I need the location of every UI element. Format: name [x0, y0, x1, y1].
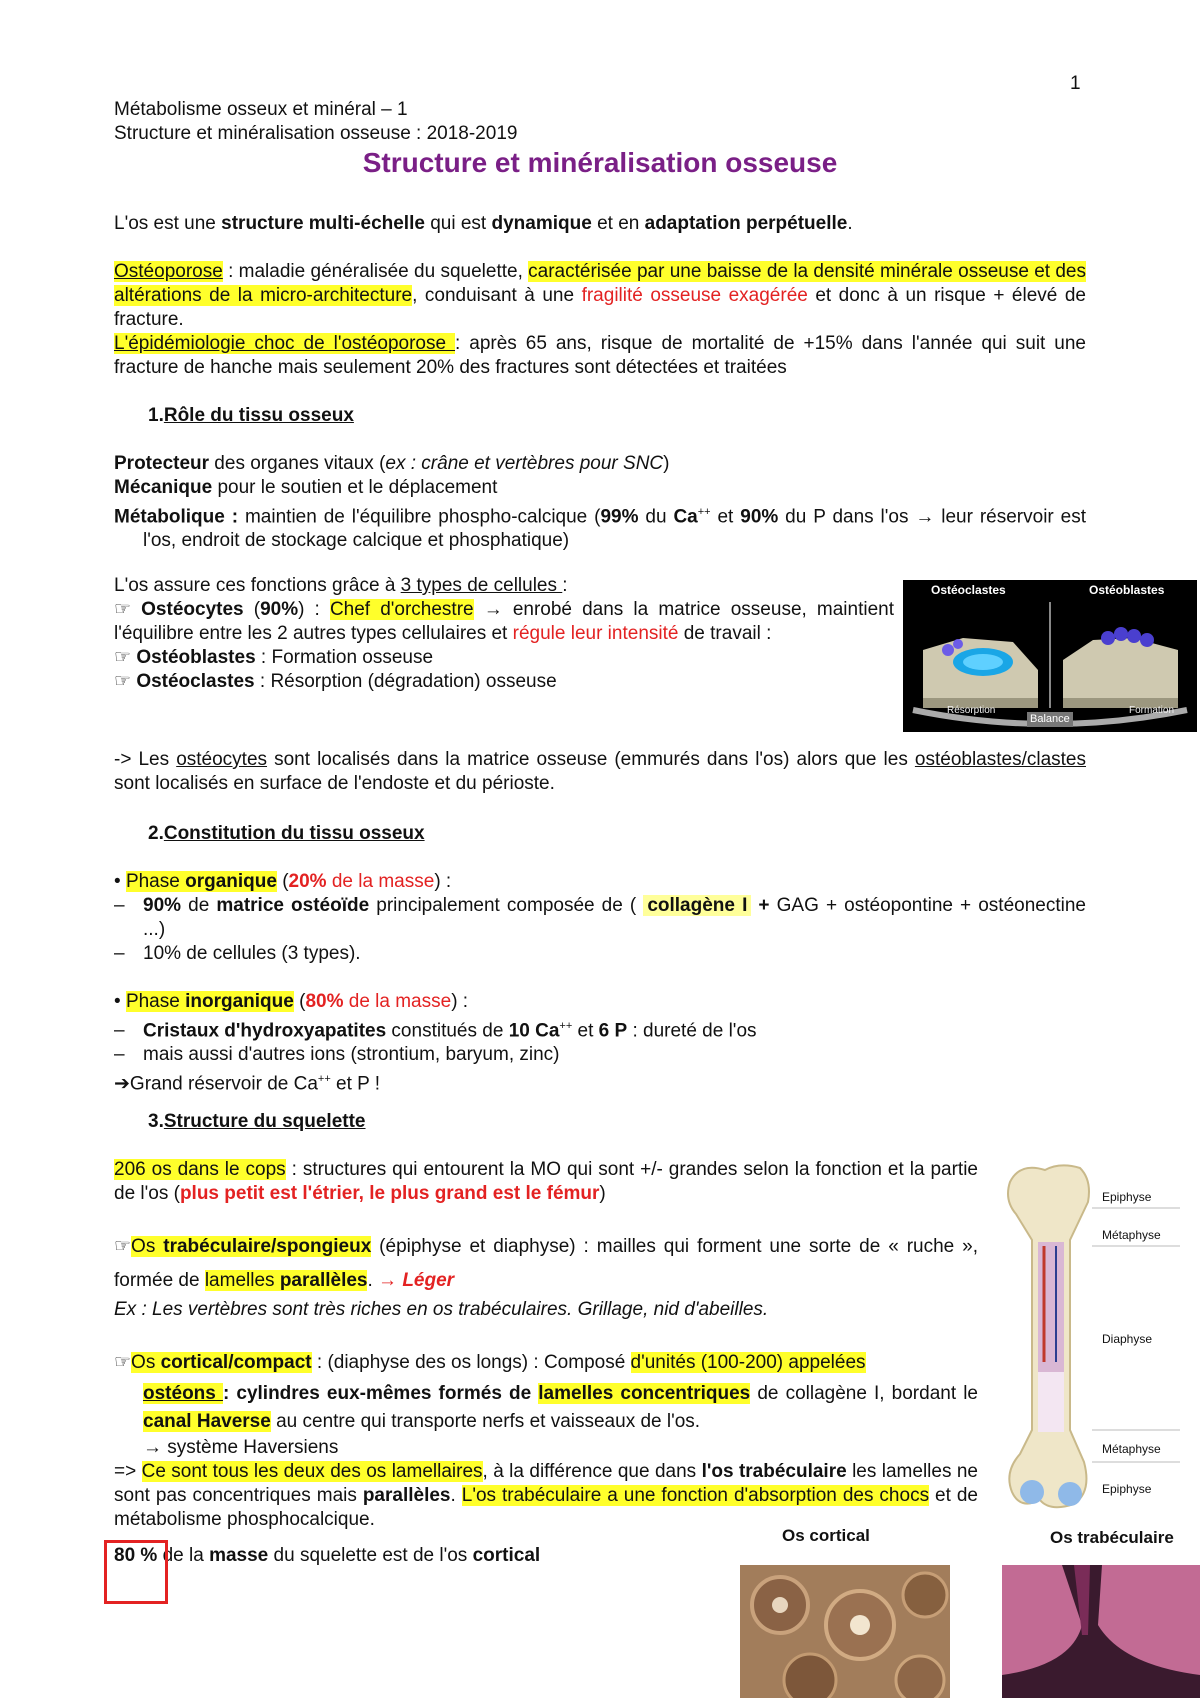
cortical-mass-line [114, 1544, 714, 1568]
role-metabolique: Métabolique : maintien de l'équilibre phospho-calcique (99% du Ca++ et 90% du P dans l'os → leur réservoir est l'os, endroit de stockage calcique et phosphatique) [114, 506, 1086, 552]
label-diaphyse: Diaphyse [1102, 1332, 1153, 1346]
label-epiphyse-top: Epiphyse [1102, 1190, 1152, 1204]
osteoclastes-item: ☞ Ostéoclastes : Résorption (dégradation) osseuse [114, 671, 557, 692]
section2-organique [114, 870, 1086, 966]
pointing-hand-icon: ☞ [114, 671, 137, 692]
annotation-box [104, 1540, 168, 1604]
page-title: Structure et minéralisation osseuse [362, 147, 838, 178]
pointing-hand-icon: ☞ [114, 1236, 132, 1257]
osteo-cells-figure [903, 580, 1197, 732]
pointing-hand-icon: ☞ [114, 647, 137, 668]
ions-item: – mais aussi d'autres ions (strontium, baryum, zinc) [114, 1044, 560, 1066]
cells-block [114, 574, 894, 694]
label-osteoblastes: Ostéoblastes [1089, 583, 1165, 597]
trabeculaire-paragraph: ☞Os trabéculaire/spongieux (épiphyse et diaphyse) : mailles qui forment une sorte de « ruche », formée de lamelles parallèles. → Léger [114, 1236, 979, 1291]
localisation-block [114, 748, 1086, 796]
label-os-trabeculaire: Os trabéculaire [1050, 1528, 1174, 1547]
label-metaphyse-top: Métaphyse [1102, 1228, 1161, 1242]
section1-heading: 1.Rôle du tissu osseux [148, 405, 354, 426]
os-trabeculaire-image [1002, 1565, 1200, 1698]
label-epiphyse-bot: Epiphyse [1102, 1482, 1152, 1496]
section2-heading: 2.Constitution du tissu osseux [148, 823, 425, 844]
osteoporose-paragraph: Ostéoporose : maladie généralisée du squelette, caractérisée par une baisse de la densité minérale osseuse et des altérations de la micro-architecture, conduisant à une fragilité osseuse exagérée et donc à un risque + élevé de fracture. [114, 261, 1086, 330]
role-mecanique: Mécanique pour le soutien et le déplacement [114, 477, 498, 498]
matrice-item: – 90% de matrice ostéoïde principalement composée de ( collagène I + GAG + ostéopontine + ostéonectine ...) [114, 895, 1086, 940]
cortical-mass-text: 80 % de la masse du squelette est de l'os cortical [114, 1545, 541, 1566]
role-protecteur: Protecteur des organes vitaux (ex : crâne et vertèbres pour SNC) [114, 453, 670, 474]
conclusion-paragraph: => Ce sont tous les deux des os lamellaires, à la différence que dans l'os trabéculaire les lamelles ne sont pas concentriques mais parallèles. L'os trabéculaire a une fonction d'absorption des chocs et de métabolisme phosphocalcique. [114, 1461, 978, 1530]
trabeculaire-example: Ex : Les vertèbres sont très riches en os trabéculaires. Grillage, nid d'abeilles. [114, 1299, 769, 1320]
pointing-hand-icon: ☞ [114, 1352, 132, 1373]
trabecular-tissue-illustration [1002, 1565, 1200, 1698]
header [114, 98, 517, 146]
section2-inorganique [114, 990, 1086, 1097]
label-osteoclastes: Ostéoclastes [931, 583, 1006, 597]
reservoir-line: ➔Grand réservoir de Ca++ et P ! [114, 1073, 381, 1095]
cells-intro: L'os assure ces fonctions grâce à 3 types de cellules : [114, 575, 568, 596]
section3-block [114, 1158, 978, 1532]
page-number: 1 [1070, 73, 1081, 94]
long-bone-illustration [1000, 1162, 1190, 1512]
section1-roles [114, 452, 1086, 553]
label-os-cortical: Os cortical [782, 1526, 870, 1545]
cortical-paragraph: ☞Os cortical/compact : (diaphyse des os longs) : Composé d'unités (100-200) appelées [114, 1352, 866, 1373]
label-balance: Balance [1027, 712, 1073, 727]
header-line1: Métabolisme osseux et minéral – 1 [114, 99, 408, 120]
cortical-tissue-illustration [740, 1565, 950, 1698]
label-formation: Formation [1129, 705, 1175, 716]
section3-heading: 3.Structure du squelette [148, 1111, 366, 1132]
cellules-item: – 10% de cellules (3 types). [114, 943, 361, 964]
pointing-hand-icon: ☞ [114, 599, 142, 620]
phase-inorganique: • Phase inorganique (80% de la masse) : [114, 991, 469, 1012]
header-line2: Structure et minéralisation osseuse : 2018-2019 [114, 123, 518, 144]
long-bone-figure [1000, 1162, 1190, 1512]
intro-paragraph: L'os est une structure multi-échelle qui est dynamique et en adaptation perpétuelle. [114, 213, 853, 234]
haversien-line: → système Haversiens [143, 1437, 339, 1458]
label-resorption: Résorption [947, 705, 996, 716]
os-cortical-image [740, 1565, 950, 1698]
phase-organique: • Phase organique (20% de la masse) : [114, 871, 452, 892]
intro-block [114, 212, 1086, 380]
epidemiologie-paragraph: L'épidémiologie choc de l'ostéoporose : après 65 ans, risque de mortalité de +15% dans l'année qui suit une fracture de hanche mais seulement 20% des fractures sont détectées et traitées [114, 333, 1086, 378]
label-metaphyse-bot: Métaphyse [1102, 1442, 1161, 1456]
cristaux-item: – Cristaux d'hydroxyapatites constitués de 10 Ca++ et 6 P : dureté de l'os [114, 1020, 757, 1042]
osteocytes-item: ☞ Ostéocytes (90%) : Chef d'orchestre → enrobé dans la matrice osseuse, maintient l'équilibre entre les 2 autres types cellulaires et régule leur intensité de travail : [114, 599, 895, 644]
osteons-paragraph: ostéons : cylindres eux-mêmes formés de lamelles concentriques de collagène I, bordant le canal Haverse au centre qui transporte nerfs et vaisseaux de l'os. [143, 1383, 978, 1432]
osteoblastes-item: ☞ Ostéoblastes : Formation osseuse [114, 647, 434, 668]
n206-paragraph: 206 os dans le cops : structures qui entourent la MO qui sont +/- grandes selon la fonction et la partie de l'os (plus petit est l'étrier, le plus grand est le fémur) [114, 1159, 978, 1204]
localisation-paragraph: -> Les ostéocytes sont localisés dans la matrice osseuse (emmurés dans l'os) alors que les ostéoblastes/clastes sont localisés en surface de l'endoste et du périoste. [114, 749, 1086, 794]
